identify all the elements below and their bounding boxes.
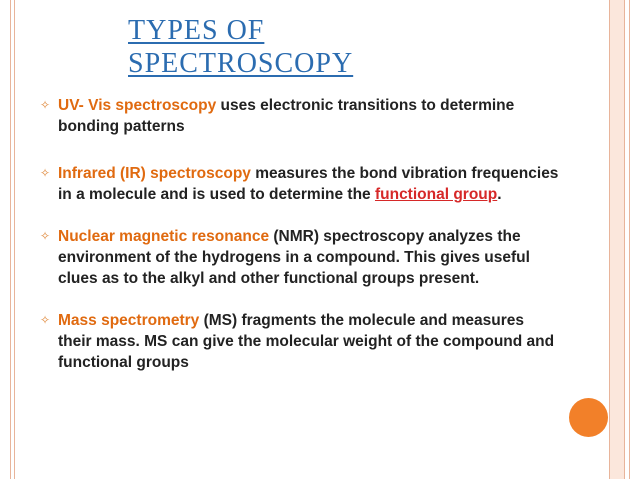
bullet-highlight: Infrared (IR) spectroscopy xyxy=(58,165,251,182)
slide-title xyxy=(128,14,353,80)
diamond-bullet-icon: ✧ xyxy=(40,166,51,180)
right-border-line xyxy=(629,0,630,479)
right-border-band xyxy=(609,0,625,479)
bullet-highlight: Mass spectrometry xyxy=(58,312,200,329)
bullet-text: uses electronic transitions to determine bonding patterns xyxy=(58,97,515,135)
bullet-tail: . xyxy=(497,186,502,203)
title-line-2: SPECTROSCOPY xyxy=(128,48,354,79)
bullet-list xyxy=(40,95,560,373)
bullet-item-infrared xyxy=(40,163,560,205)
bullet-item-uv-vis xyxy=(40,95,560,137)
left-border-line xyxy=(14,0,15,479)
bullet-text: (MS) fragments the molecule and measures their mass. MS can give the molecular weight of the compound and functional groups xyxy=(58,312,555,371)
diamond-bullet-icon: ✧ xyxy=(40,313,51,327)
bullet-item-nmr xyxy=(40,226,560,289)
diamond-bullet-icon: ✧ xyxy=(40,229,51,243)
title-line-1: TYPES OF xyxy=(128,15,265,46)
bullet-item-mass-spec xyxy=(40,310,560,373)
bullet-text: (NMR) spectroscopy analyzes the environment of the hydrogens in a compound. This gives useful clues as to the alkyl and other functional groups present. xyxy=(58,228,530,287)
bullet-highlight: Nuclear magnetic resonance xyxy=(58,228,270,245)
functional-group-link[interactable]: functional group xyxy=(374,186,498,203)
diamond-bullet-icon: ✧ xyxy=(40,98,51,112)
decorative-circle xyxy=(569,398,608,437)
left-border-line xyxy=(10,0,11,479)
bullet-highlight: UV- Vis spectroscopy xyxy=(58,97,217,114)
bullet-text: measures the bond vibration frequencies in a molecule and is used to determine the xyxy=(58,165,559,203)
